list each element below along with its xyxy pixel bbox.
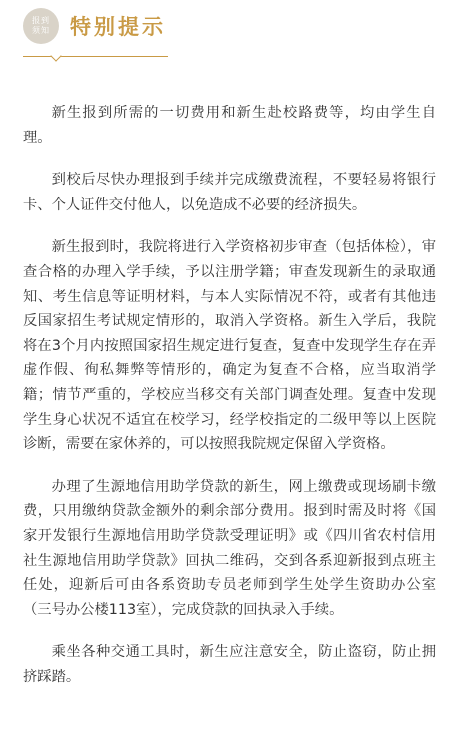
badge-line-1: 报到 <box>32 16 50 25</box>
notice-content <box>23 101 436 707</box>
paragraph-payment: 到校后尽快办理报到手续并完成缴费流程，不要轻易将银行卡、个人证件交付他人，以免造成不必要的经济损失。 <box>23 172 436 213</box>
paragraph-safety: 乘坐各种交通工具时，新生应注意安全，防止盗窃，防止拥挤踩踏。 <box>23 644 436 685</box>
underline-notch <box>50 50 61 61</box>
paragraph-loan: 办理了生源地信用助学贷款的新生，网上缴费或现场刷卡缴费，只用缴纳贷款金额外的剩余部分费用。报到时需及时将《国家开发银行生源地信用助学贷款受理证明》或《四川省农村信用社生源地信用助学贷款》回执二维码，交到各系迎新报到点班主任处，迎新后可由各系资助专员老师到学生处学生资助办公室（三号办公楼113室），完成贷款的回执录入手续。 <box>23 478 436 618</box>
section-header <box>0 0 456 70</box>
section-title: 特别提示 <box>70 15 166 39</box>
paragraph-qualification: 新生报到时，我院将进行入学资格初步审查（包括体检），审查合格的办理入学手续，予以注册学籍；审查发现新生的录取通知、考生信息等证明材料，与本人实际情况不符，或者有其他违反国家招生考试规定情形的，取消入学资格。新生入学后，我院将在3个月内按照国家招生规定进行复查，复查中发现学生存在弄虚作假、徇私舞弊等情形的，确定为复查不合格，应当取消学籍；情节严重的，学校应当移交有关部门调查处理。复查中发现学生身心状况不适宜在校学习，经学校指定的二级甲等以上医院诊断，需要在家休养的，可以按照我院规定保留入学资格。 <box>23 239 436 453</box>
notice-badge <box>23 8 59 44</box>
title-underline <box>23 56 168 57</box>
paragraph-fees: 新生报到所需的一切费用和新生赴校路费等，均由学生自理。 <box>23 105 436 146</box>
badge-line-2: 须知 <box>32 26 50 35</box>
